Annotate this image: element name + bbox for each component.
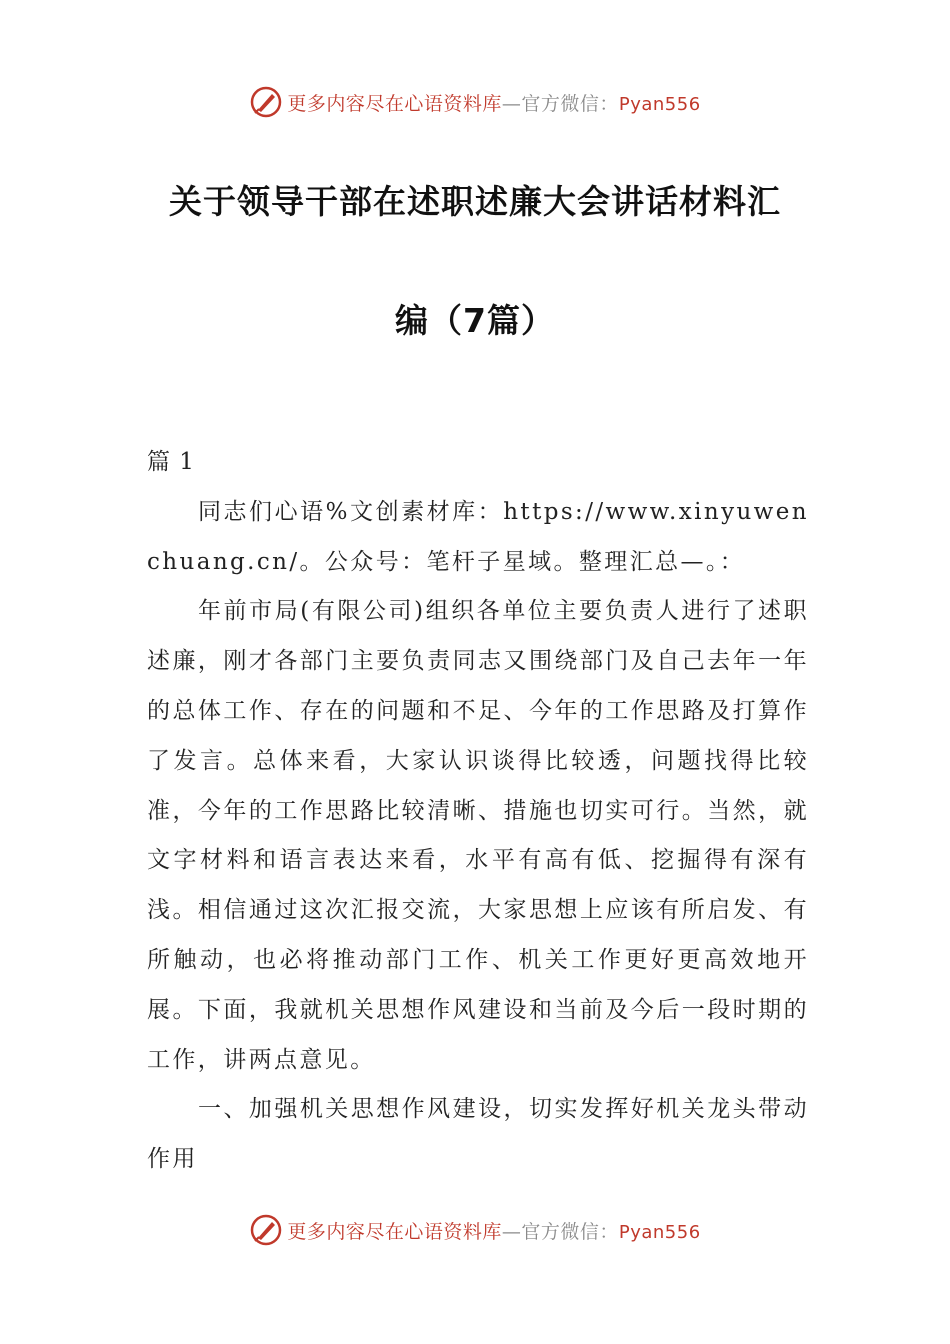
- document-body: [147, 438, 809, 1185]
- paragraph-heading-one: 一、加强机关思想作风建设，切实发挥好机关龙头带动作用: [147, 1096, 809, 1173]
- quill-logo-icon: [249, 1213, 283, 1247]
- header-separator: —: [501, 92, 522, 115]
- footer-contact-label: 官方微信：: [521, 1220, 619, 1243]
- paragraph-intro: 年前市局(有限公司)组织各单位主要负责人进行了述职述廉，刚才各部门主要负责同志又围绕部门及自己去年一年的总体工作、存在的问题和不足、今年的工作思路及打算作了发言。总体来看，大家认识谈得比较透，问题找得比较准，今年的工作思路比较清晰、措施也切实可行。当然，就文字材料和语言表达来看，水平有高有低、挖掘得有深有浅。相信通过这次汇报交流，大家思想上应该有所启发、有所触动，也必将推动部门工作、机关工作更好更高效地开展。下面，我就机关思想作风建设和当前及今后一段时期的工作，讲两点意见。: [147, 598, 809, 1073]
- paragraph-source-note: 同志们心语%文创素材库：https://www.xinyuwenchuang.cn/。公众号：笔杆子星域。整理汇总—。：: [147, 498, 809, 575]
- footer-source-text: 更多内容尽在心语资料库: [287, 1220, 502, 1243]
- header-banner-text: [287, 89, 700, 116]
- header-contact-label: 官方微信：: [521, 92, 619, 115]
- header-contact-id: Pyan556: [618, 93, 701, 115]
- header-banner: [0, 82, 950, 122]
- footer-separator: —: [501, 1220, 522, 1243]
- footer-banner-text: [287, 1217, 700, 1244]
- document-title-line-1: 关于领导干部在述职述廉大会讲话材料汇: [169, 182, 781, 221]
- document-title-line-2: 编（7篇）: [395, 301, 555, 340]
- section-label: 篇 1: [147, 449, 195, 475]
- footer-contact-id: Pyan556: [618, 1221, 701, 1243]
- header-source-text: 更多内容尽在心语资料库: [287, 92, 502, 115]
- footer-banner: [0, 1210, 950, 1250]
- quill-logo-icon: [249, 85, 283, 119]
